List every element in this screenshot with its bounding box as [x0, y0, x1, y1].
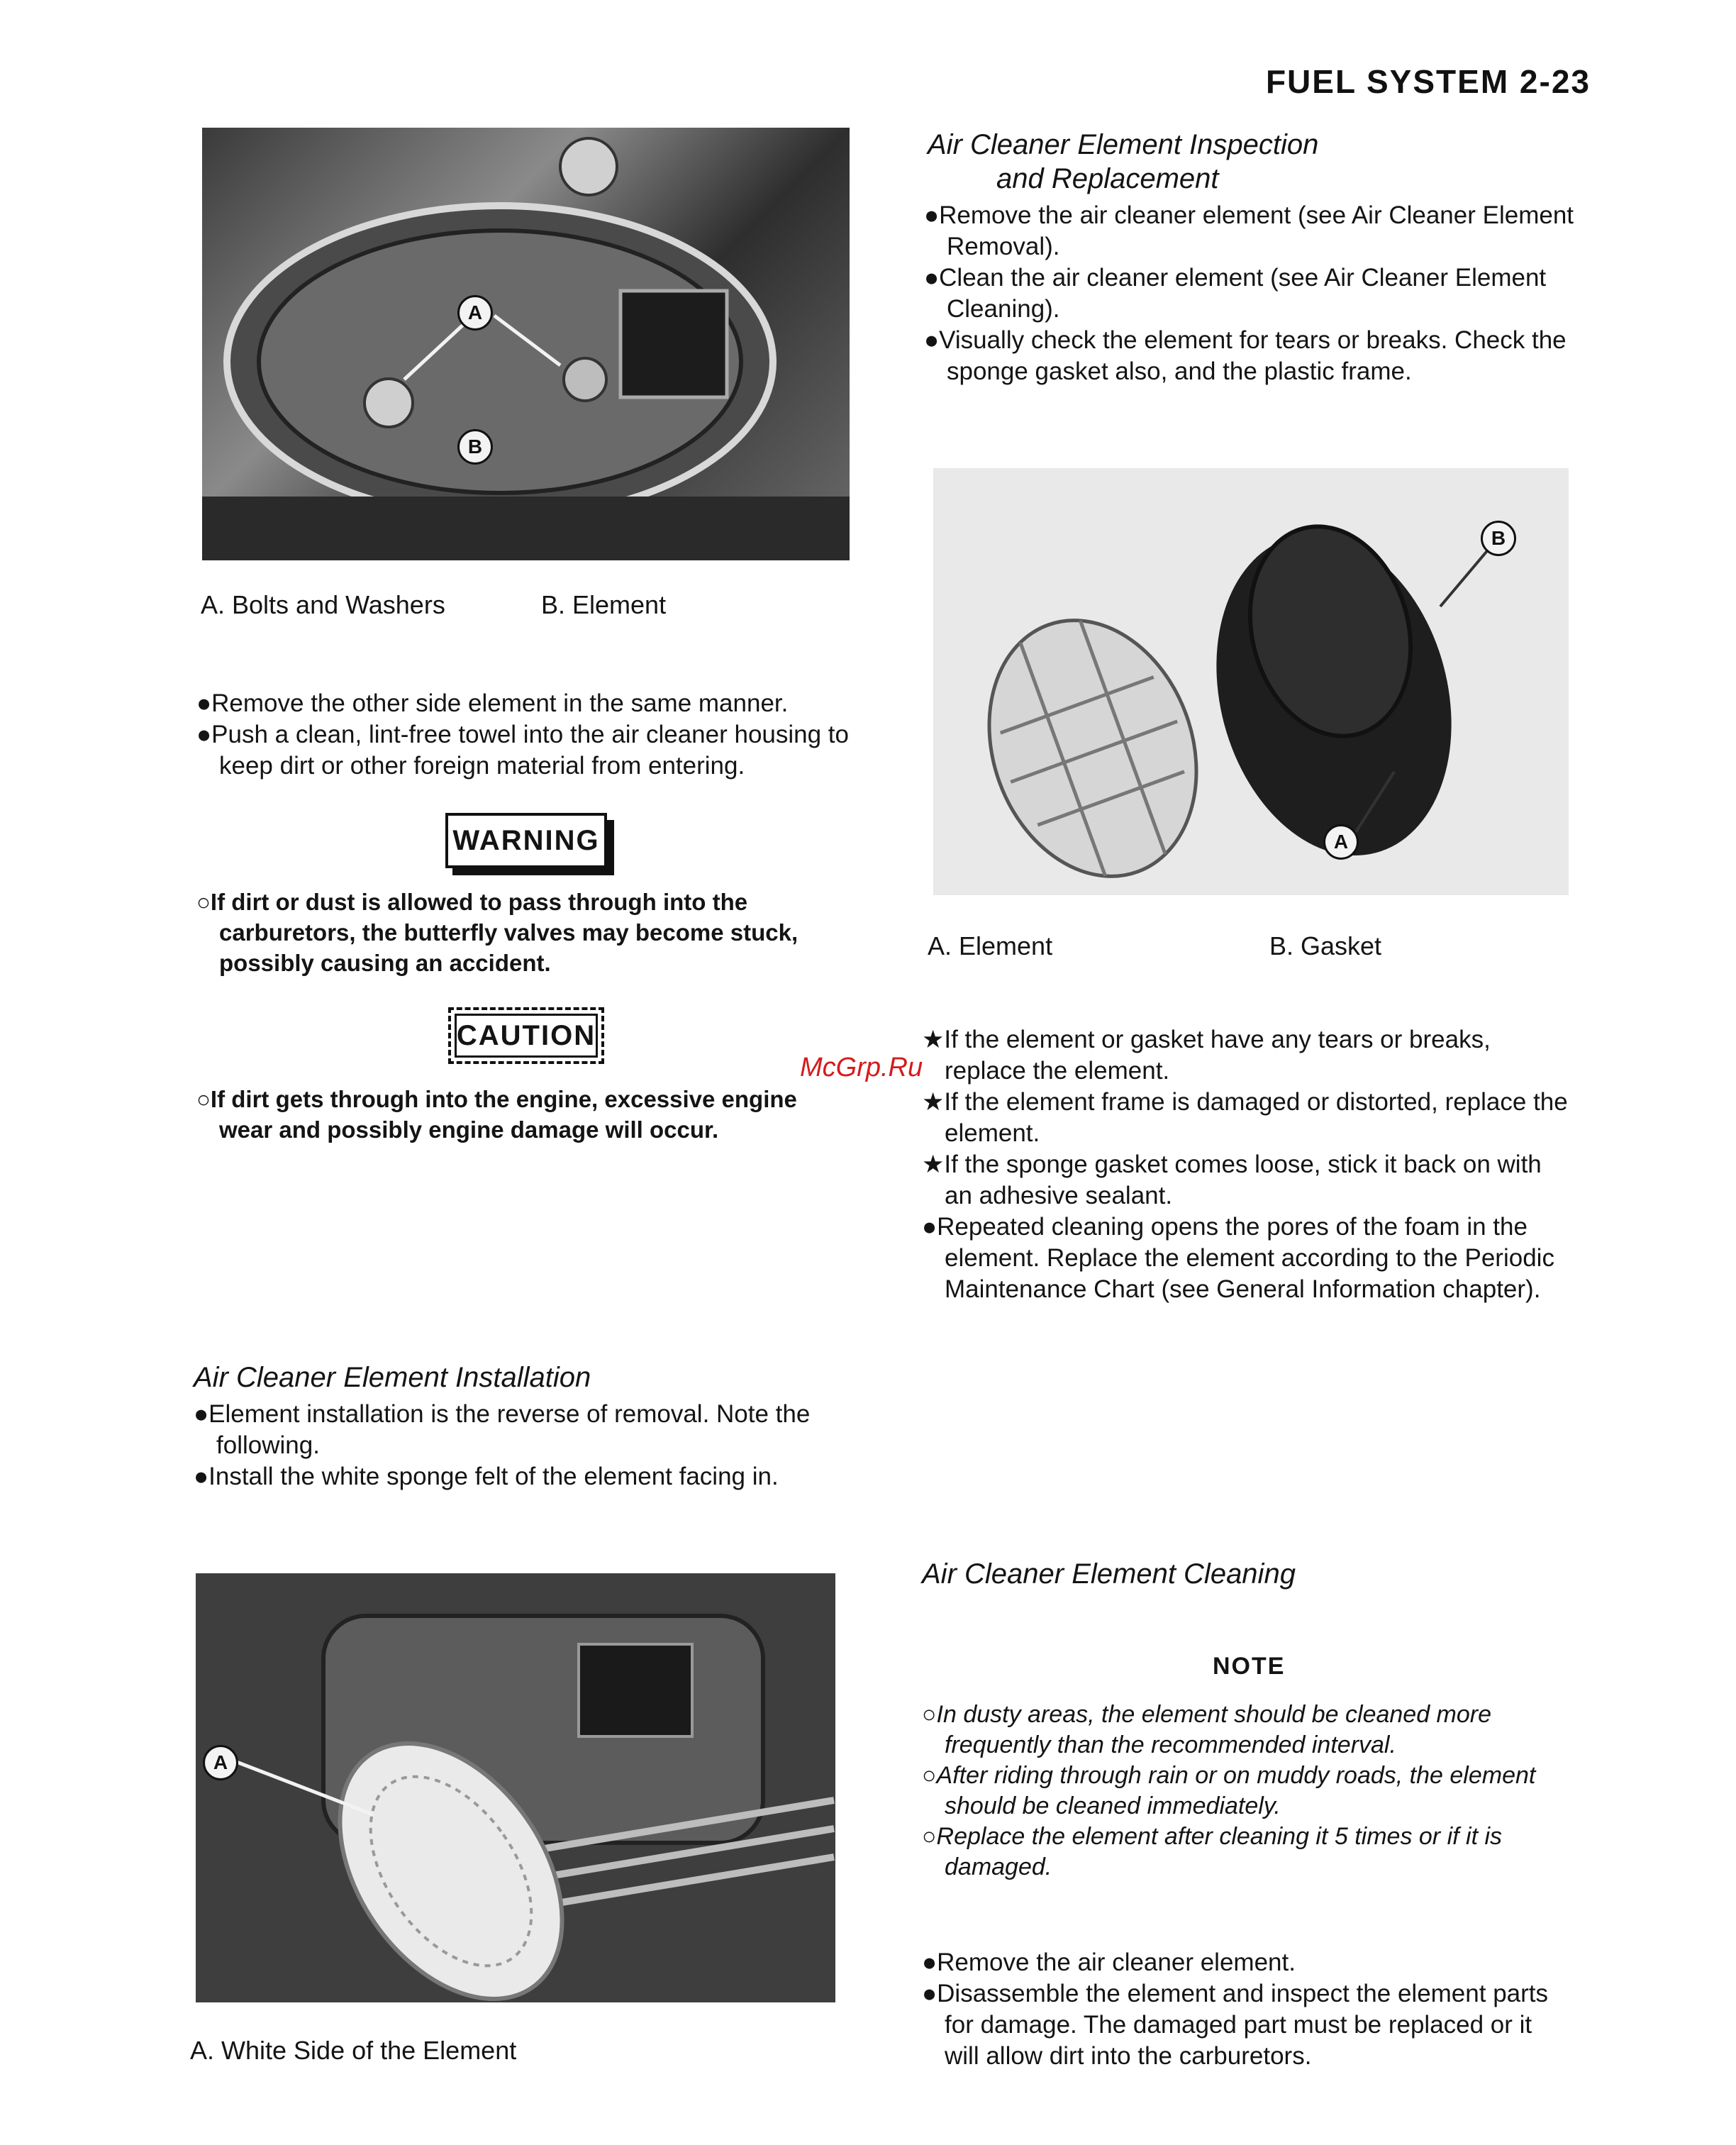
- figure3-label-a: A: [203, 1745, 238, 1780]
- inspection-step-remove: ●Remove the air cleaner element (see Air Cleaner Element Removal).: [924, 201, 1574, 260]
- figure-element-gasket: [933, 468, 1569, 895]
- inspection-checks: [922, 1024, 1574, 1305]
- figure2-label-b: B: [1481, 521, 1516, 556]
- left-steps: [196, 688, 849, 782]
- installation-steps: [194, 1399, 853, 1492]
- note-rain: ○After riding through rain or on muddy roads, the element should be cleaned immediately.: [922, 1762, 1536, 1819]
- step-push-towel: ●Push a clean, lint-free towel into the air cleaner housing to keep dirt or other foreign material from entering.: [196, 721, 849, 780]
- check-frame: ★If the element frame is damaged or distorted, replace the element.: [922, 1088, 1568, 1147]
- cleaning-step-disassemble: ●Disassemble the element and inspect the element parts for damage. The damaged part must be replaced or it will allow dirt into the carburetors.: [922, 1980, 1548, 2070]
- figure2-caption-b: B. Gasket: [1269, 931, 1382, 960]
- inspection-heading-line2: and Replacement: [996, 163, 1219, 194]
- note-dusty-areas: ○In dusty areas, the element should be cleaned more frequently than the recommended interval.: [922, 1701, 1492, 1758]
- figure1-caption-b: B. Element: [541, 590, 667, 619]
- figure1-label-b: B: [457, 429, 493, 465]
- inspection-step-clean: ●Clean the air cleaner element (see Air Cleaner Element Cleaning).: [924, 264, 1547, 323]
- install-step-reverse: ●Element installation is the reverse of removal. Note the following.: [194, 1400, 811, 1459]
- figure2-caption-a: A. Element: [928, 931, 1053, 960]
- note-replace: ○Replace the element after cleaning it 5 times or if it is damaged.: [922, 1823, 1503, 1880]
- warning-item: ○If dirt or dust is allowed to pass through into the carburetors, the butterfly valves may become stuck, possibly causing an accident.: [196, 889, 799, 976]
- inspection-heading-line1: Air Cleaner Element Inspection: [928, 129, 1319, 160]
- figure1-label-a: A: [457, 295, 493, 331]
- install-illustration: [196, 1573, 835, 2002]
- cover-illustration: [202, 128, 850, 560]
- warning-text: [196, 887, 849, 978]
- inspection-steps: [924, 200, 1576, 387]
- cleaning-heading: Air Cleaner Element Cleaning: [922, 1558, 1296, 1590]
- caution-item: ○If dirt gets through into the engine, excessive engine wear and possibly engine damage will occur.: [196, 1086, 797, 1143]
- step-remove-other-side: ●Remove the other side element in the same manner.: [196, 689, 789, 717]
- page-header: FUEL SYSTEM 2-23: [1265, 63, 1591, 100]
- warning-label: WARNING: [445, 813, 607, 868]
- figure2-label-a: A: [1323, 824, 1359, 860]
- caution-label: CAUTION: [448, 1007, 604, 1064]
- watermark-text: McGrp.Ru: [800, 1053, 923, 1082]
- note-title: NOTE: [1213, 1653, 1286, 1680]
- cleaning-notes: [922, 1700, 1571, 1883]
- figure-air-cleaner-cover: [202, 128, 850, 560]
- figure3-caption: A. White Side of the Element: [190, 2036, 517, 2065]
- check-repeated-cleaning: ●Repeated cleaning opens the pores of the foam in the element. Replace the element according to the Periodic Maintenance Chart (see General Information chapter).: [922, 1213, 1554, 1303]
- element-gasket-illustration: [933, 468, 1569, 895]
- cleaning-step-remove: ●Remove the air cleaner element.: [922, 1949, 1296, 1976]
- check-tears: ★If the element or gasket have any tears or breaks, replace the element.: [922, 1026, 1491, 1085]
- caution-text: [196, 1084, 849, 1145]
- installation-heading: Air Cleaner Element Installation: [194, 1362, 591, 1393]
- cleaning-steps: [922, 1947, 1571, 2072]
- install-step-white-side: ●Install the white sponge felt of the element facing in.: [194, 1463, 779, 1490]
- figure1-caption-a: A. Bolts and Washers: [201, 590, 445, 619]
- check-gasket: ★If the sponge gasket comes loose, stick it back on with an adhesive sealant.: [922, 1151, 1542, 1209]
- figure-install-element: [196, 1573, 835, 2002]
- inspection-step-visual: ●Visually check the element for tears or breaks. Check the sponge gasket also, and the plastic frame.: [924, 326, 1567, 385]
